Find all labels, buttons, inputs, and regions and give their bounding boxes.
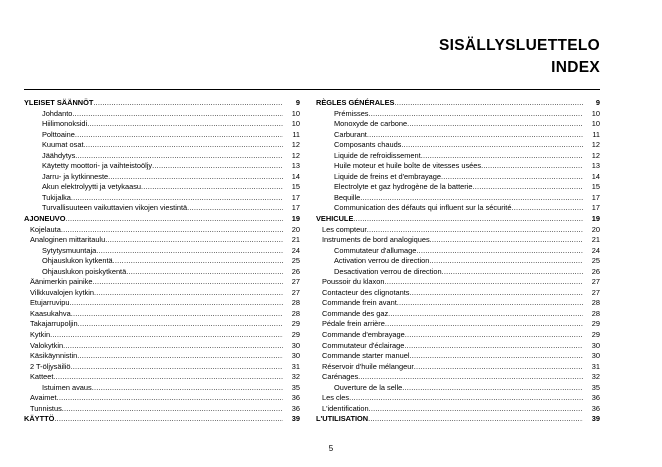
toc-leader-dots — [429, 256, 583, 267]
toc-entry[interactable] — [24, 404, 300, 415]
toc-entry[interactable] — [316, 256, 600, 267]
toc-entry-page: 29 — [291, 319, 300, 329]
toc-entry-label: AJONEUVO — [24, 214, 66, 224]
toc-entry-label: Commutateur d'éclairage — [322, 340, 405, 350]
toc-entry-label: Commutateur d'allumage — [334, 245, 417, 255]
toc-entry[interactable] — [24, 235, 300, 246]
toc-entry-page: 31 — [291, 361, 300, 371]
toc-leader-dots — [53, 372, 283, 383]
toc-entry[interactable] — [24, 288, 300, 299]
toc-leader-dots — [71, 309, 283, 320]
toc-leader-dots — [416, 246, 583, 257]
toc-entry-label: Polttoaine — [42, 129, 75, 139]
toc-entry[interactable] — [316, 172, 600, 183]
toc-leader-dots — [72, 109, 283, 120]
toc-entry-label: Jäähdytys — [42, 150, 76, 160]
toc-entry-page: 25 — [591, 256, 600, 266]
toc-leader-dots — [113, 256, 283, 267]
toc-entry[interactable] — [24, 393, 300, 404]
toc-entry-label: Commande des gaz — [322, 308, 389, 318]
toc-entry[interactable] — [24, 151, 300, 162]
toc-entry-page: 24 — [291, 245, 300, 255]
toc-entry-page: 25 — [291, 256, 300, 266]
page-number: 5 — [328, 444, 334, 453]
toc-section-heading[interactable] — [24, 98, 300, 109]
toc-entry[interactable] — [316, 277, 600, 288]
toc-entry-label: Takajarrupoljin — [30, 319, 78, 329]
toc-entry-label: Bequille — [334, 192, 361, 202]
toc-entry-page: 10 — [291, 108, 300, 118]
toc-entry[interactable] — [24, 161, 300, 172]
toc-entry[interactable] — [316, 151, 600, 162]
toc-entry-page: 9 — [295, 98, 300, 107]
toc-entry-page: 17 — [291, 192, 300, 202]
toc-entry-label: Instruments de bord analogiques — [322, 235, 430, 245]
toc-entry-label: Commande starter manuel — [322, 351, 410, 361]
toc-entry-page: 29 — [291, 330, 300, 340]
toc-entry-page: 21 — [591, 235, 600, 245]
toc-leader-dots — [404, 341, 583, 352]
toc-entry-page: 9 — [595, 98, 600, 107]
toc-entry-label: Commande d'embrayage — [322, 330, 405, 340]
toc-entry-label: Käytetty moottori- ja vaihteistoöljy — [42, 161, 153, 171]
toc-entry-label: Liquide de freins et d'embrayage — [334, 171, 442, 181]
toc-leader-dots — [61, 225, 283, 236]
toc-entry-page: 35 — [591, 382, 600, 392]
toc-entry[interactable] — [24, 130, 300, 141]
toc-leader-dots — [71, 193, 283, 204]
toc-entry-page: 12 — [591, 140, 600, 150]
toc-entry-page: 28 — [291, 298, 300, 308]
toc-entry-label: Communication des défauts qui influent sur la sécurité — [334, 203, 512, 213]
toc-entry[interactable] — [24, 372, 300, 383]
toc-leader-dots — [63, 341, 283, 352]
toc-entry-label: Hiilimonoksidi — [42, 119, 88, 129]
toc-entry-page: 10 — [591, 119, 600, 129]
toc-entry-label: Analoginen mittaritaulu — [30, 235, 106, 245]
toc-leader-dots — [62, 404, 283, 415]
toc-entry-page: 28 — [591, 298, 600, 308]
toc-entry-label: Ouverture de la selle — [334, 382, 403, 392]
toc-entry-page: 19 — [291, 214, 300, 224]
toc-entry-page: 36 — [591, 393, 600, 403]
toc-entry[interactable] — [316, 193, 600, 204]
toc-entry-page: 12 — [291, 140, 300, 150]
toc-leader-dots — [54, 414, 283, 425]
toc-entry-label: Monoxyde de carbone — [334, 119, 408, 129]
toc-entry-label: RÈGLES GÉNÉRALES — [316, 98, 395, 107]
toc-section-heading[interactable] — [316, 214, 600, 225]
toc-leader-dots — [402, 383, 583, 394]
toc-entry[interactable] — [316, 372, 600, 383]
toc-entry[interactable] — [316, 161, 600, 172]
toc-leader-dots — [369, 404, 583, 415]
toc-entry-page: 30 — [591, 340, 600, 350]
toc-entry[interactable] — [24, 193, 300, 204]
toc-entry-page: 27 — [591, 277, 600, 287]
toc-entry-page: 31 — [591, 361, 600, 371]
toc-section-heading[interactable] — [316, 414, 600, 425]
toc-entry-label: Desactivation verrou de direction — [334, 266, 442, 276]
toc-entry[interactable] — [316, 288, 600, 299]
toc-entry[interactable] — [316, 298, 600, 309]
toc-entry-page: 17 — [591, 203, 600, 213]
toc-entry-page: 35 — [291, 382, 300, 392]
toc-leader-dots — [65, 214, 283, 225]
toc-entry-label: Ohjauslukon kytkentä — [42, 256, 113, 266]
toc-leader-dots — [367, 225, 583, 236]
toc-leader-dots — [367, 130, 583, 141]
toc-entry-page: 39 — [591, 414, 600, 424]
page-title-index: INDEX — [551, 59, 600, 76]
page-title-finnish: SISÄLLYSLUETTELO — [439, 37, 600, 54]
toc-entry-label: Etujarruvipu — [30, 298, 70, 308]
toc-entry-label: Carénages — [322, 372, 359, 382]
toc-entry-page: 30 — [291, 351, 300, 361]
toc-leader-dots — [71, 362, 283, 373]
toc-entry[interactable] — [24, 309, 300, 320]
toc-leader-dots — [349, 393, 583, 404]
toc-entry-label: Prémisses — [334, 108, 369, 118]
toc-entry[interactable] — [316, 140, 600, 151]
toc-entry-label: Liquide de refroidissement — [334, 150, 421, 160]
toc-entry[interactable] — [24, 172, 300, 183]
toc-entry-label: Tukijalka — [42, 192, 71, 202]
toc-leader-dots — [187, 203, 283, 214]
toc-entry[interactable] — [24, 383, 300, 394]
toc-leader-dots — [511, 203, 583, 214]
toc-entry-page: 12 — [291, 150, 300, 160]
toc-leader-dots — [414, 362, 583, 373]
toc-entry-label: 2 T-öljysäiliö — [30, 361, 71, 371]
toc-leader-dots — [75, 130, 283, 141]
toc-entry[interactable] — [316, 235, 600, 246]
toc-leader-dots — [368, 414, 583, 425]
toc-column-finnish — [24, 98, 300, 425]
toc-entry-page: 36 — [291, 403, 300, 413]
toc-entry[interactable] — [24, 267, 300, 278]
toc-entry-label: Kaasukahva — [30, 308, 71, 318]
toc-entry[interactable] — [316, 225, 600, 236]
toc-entry-label: Activation verrou de direction — [334, 256, 430, 266]
toc-entry-page: 10 — [291, 119, 300, 129]
toc-entry-label: L'identification — [322, 403, 369, 413]
toc-entry-label: YLEISET SÄÄNNÖT — [24, 98, 94, 107]
toc-entry-page: 30 — [591, 351, 600, 361]
toc-leader-dots — [84, 140, 284, 151]
toc-entry[interactable] — [24, 298, 300, 309]
toc-section-heading[interactable] — [24, 414, 300, 425]
toc-leader-dots — [397, 298, 583, 309]
toc-entry[interactable] — [316, 341, 600, 352]
toc-entry-page: 11 — [292, 129, 300, 139]
toc-leader-dots — [92, 383, 283, 394]
toc-entry[interactable] — [24, 140, 300, 151]
toc-entry-page: 27 — [591, 287, 600, 297]
toc-entry-label: Commande frein avant — [322, 298, 397, 308]
toc-leader-dots — [405, 330, 583, 341]
toc-entry-label: Valokytkin — [30, 340, 64, 350]
toc-entry[interactable] — [316, 383, 600, 394]
toc-leader-dots — [57, 393, 283, 404]
toc-entry-label: Electrolyte et gaz hydrogène de la batterie — [334, 182, 473, 192]
toc-entry[interactable] — [316, 130, 600, 141]
toc-entry[interactable] — [316, 246, 600, 257]
toc-leader-dots — [384, 277, 583, 288]
toc-entry-label: Carburant — [334, 129, 367, 139]
toc-entry-label: Contacteur des clignotants — [322, 287, 410, 297]
toc-entry-page: 15 — [291, 182, 300, 192]
toc-entry[interactable] — [24, 182, 300, 193]
toc-entry[interactable] — [316, 203, 600, 214]
toc-leader-dots — [421, 151, 583, 162]
toc-entry-label: Avaimet — [30, 393, 57, 403]
toc-entry-label: Käsikäynnistin — [30, 351, 78, 361]
toc-entry-page: 12 — [591, 150, 600, 160]
toc-leader-dots — [78, 319, 283, 330]
toc-leader-dots — [50, 330, 283, 341]
toc-entry-page: 17 — [291, 203, 300, 213]
toc-entry[interactable] — [316, 119, 600, 130]
toc-section-heading[interactable] — [316, 98, 600, 109]
toc-entry[interactable] — [24, 109, 300, 120]
toc-entry[interactable] — [316, 393, 600, 404]
toc-entry-label: Ohjauslukon poiskytkentä — [42, 266, 127, 276]
toc-leader-dots — [87, 119, 283, 130]
toc-entry-page: 26 — [291, 266, 300, 276]
toc-leader-dots — [442, 267, 583, 278]
toc-entry[interactable] — [24, 362, 300, 373]
toc-entry-label: Äänimerkin painike — [30, 277, 93, 287]
toc-entry[interactable] — [316, 351, 600, 362]
toc-entry-page: 29 — [591, 319, 600, 329]
toc-section-heading[interactable] — [24, 214, 300, 225]
toc-entry-page: 17 — [591, 192, 600, 202]
toc-entry-label: KÄYTTÖ — [24, 414, 55, 424]
toc-entry-label: VEHICULE — [316, 214, 354, 224]
toc-entry-label: Kytkin — [30, 330, 51, 340]
toc-entry-page: 21 — [291, 235, 300, 245]
toc-entry-label: Kojelauta — [30, 224, 61, 234]
toc-entry[interactable] — [24, 119, 300, 130]
toc-entry[interactable] — [24, 277, 300, 288]
toc-entry-page: 14 — [291, 171, 300, 181]
toc-entry-label: Sytytysmuuntaja — [42, 245, 97, 255]
toc-entry[interactable] — [24, 351, 300, 362]
toc-entry-label: Tunnistus — [30, 403, 62, 413]
toc-entry-label: Poussoir du klaxon — [322, 277, 385, 287]
toc-entry-label: Istuimen avaus — [42, 382, 92, 392]
toc-leader-dots — [385, 319, 583, 330]
toc-entry[interactable] — [24, 246, 300, 257]
toc-entry-label: Akun elektrolyytti ja vetykaasu — [42, 182, 141, 192]
toc-leader-dots — [108, 172, 283, 183]
toc-entry[interactable] — [24, 256, 300, 267]
toc-entry[interactable] — [316, 362, 600, 373]
toc-entry[interactable] — [24, 341, 300, 352]
toc-leader-dots — [430, 235, 583, 246]
toc-leader-dots — [358, 372, 583, 383]
toc-entry[interactable] — [24, 225, 300, 236]
toc-entry-page: 27 — [291, 287, 300, 297]
toc-entry[interactable] — [24, 203, 300, 214]
toc-entry[interactable] — [316, 404, 600, 415]
toc-entry[interactable] — [316, 182, 600, 193]
toc-entry-label: Les cles — [322, 393, 350, 403]
toc-leader-dots — [481, 161, 583, 172]
toc-leader-dots — [410, 351, 584, 362]
toc-entry-page: 20 — [291, 224, 300, 234]
toc-entry-page: 26 — [591, 266, 600, 276]
toc-leader-dots — [126, 267, 283, 278]
toc-entry[interactable] — [316, 267, 600, 278]
toc-leader-dots — [388, 309, 583, 320]
toc-entry-page: 30 — [291, 340, 300, 350]
toc-entry-page: 15 — [591, 182, 600, 192]
toc-leader-dots — [75, 151, 283, 162]
toc-entry[interactable] — [24, 319, 300, 330]
toc-entry[interactable] — [24, 330, 300, 341]
toc-entry-page: 20 — [591, 224, 600, 234]
toc-leader-dots — [105, 235, 283, 246]
top-rule — [24, 89, 600, 90]
toc-leader-dots — [410, 288, 583, 299]
toc-entry-page: 13 — [591, 161, 600, 171]
toc-entry-page: 32 — [291, 372, 300, 382]
toc-entry-label: Johdanto — [42, 108, 73, 118]
toc-entry-page: 19 — [591, 214, 600, 224]
toc-entry-label: Jarru- ja kytkinneste — [42, 171, 109, 181]
toc-entry-label: Composants chauds — [334, 140, 402, 150]
toc-leader-dots — [394, 98, 583, 109]
toc-leader-dots — [141, 182, 283, 193]
toc-leader-dots — [401, 140, 583, 151]
toc-leader-dots — [353, 214, 583, 225]
toc-leader-dots — [94, 288, 283, 299]
toc-entry[interactable] — [316, 109, 600, 120]
toc-entry-page: 11 — [592, 129, 600, 139]
toc-leader-dots — [360, 193, 583, 204]
toc-entry-label: Réservoir d'huile mélangeur — [322, 361, 414, 371]
toc-entry-page: 39 — [291, 414, 300, 424]
toc-entry-label: Katteet — [30, 372, 54, 382]
toc-entry-page: 28 — [591, 308, 600, 318]
toc-leader-dots — [77, 351, 283, 362]
toc-entry-page: 36 — [591, 403, 600, 413]
toc-leader-dots — [152, 161, 283, 172]
toc-entry-page: 24 — [591, 245, 600, 255]
toc-entry-page: 29 — [591, 330, 600, 340]
toc-entry-label: Huile moteur et huile boîte de vitesses usées — [334, 161, 482, 171]
toc-entry[interactable] — [316, 319, 600, 330]
toc-leader-dots — [441, 172, 583, 183]
toc-entry[interactable] — [316, 330, 600, 341]
toc-entry-label: L'UTILISATION — [316, 414, 369, 424]
toc-entry-page: 27 — [291, 277, 300, 287]
toc-entry-page: 32 — [591, 372, 600, 382]
toc-entry-page: 10 — [591, 108, 600, 118]
toc-entry-label: Pédale frein arrière — [322, 319, 385, 329]
toc-entry-label: Turvallisuuteen vaikuttavien vikojen viestintä — [42, 203, 188, 213]
toc-entry[interactable] — [316, 309, 600, 320]
toc-column-french — [316, 98, 600, 425]
toc-leader-dots — [472, 182, 583, 193]
toc-leader-dots — [96, 246, 283, 257]
toc-entry-page: 36 — [291, 393, 300, 403]
toc-leader-dots — [407, 119, 583, 130]
toc-entry-page: 13 — [291, 161, 300, 171]
toc-entry-label: Kuumat osat — [42, 140, 84, 150]
toc-entry-label: Vilkkuvalojen kytkin — [30, 287, 94, 297]
toc-leader-dots — [69, 298, 283, 309]
toc-entry-page: 28 — [291, 308, 300, 318]
toc-entry-page: 14 — [591, 171, 600, 181]
toc-leader-dots — [369, 109, 584, 120]
toc-entry-label: Les compteur — [322, 224, 367, 234]
toc-leader-dots — [92, 277, 283, 288]
toc-leader-dots — [93, 98, 283, 109]
